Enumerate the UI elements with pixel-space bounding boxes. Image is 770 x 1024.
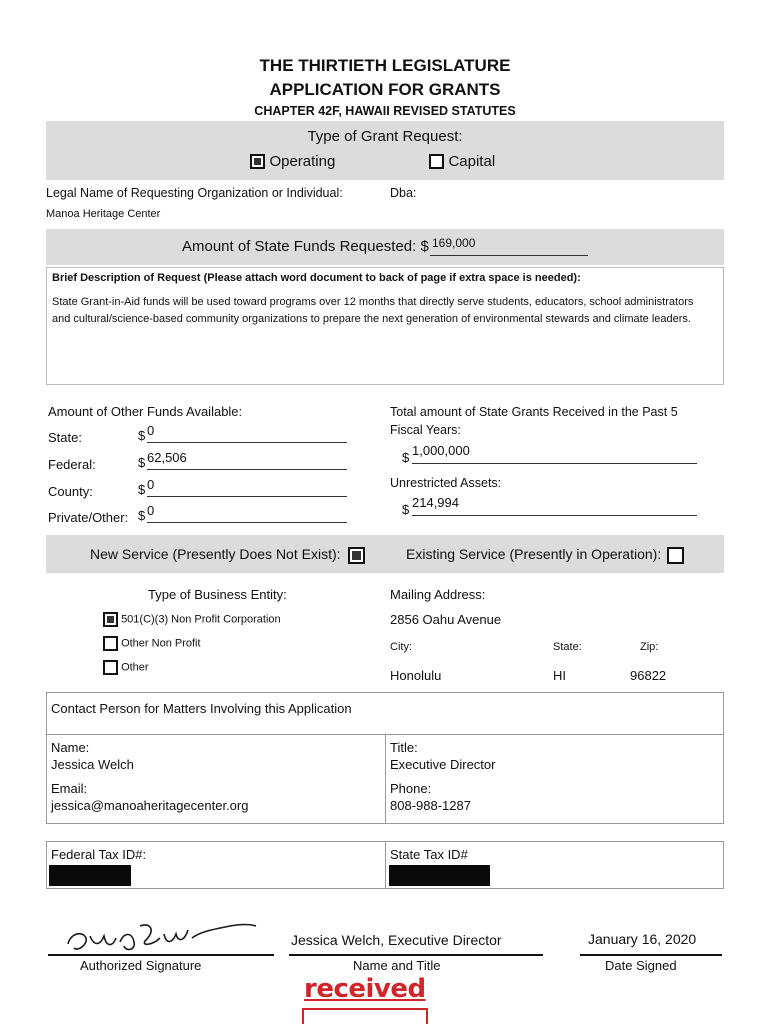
description-label: Brief Description of Request (Please attach word document to back of page if extra space is needed): [52, 272, 581, 284]
state-grants-label-1: Total amount of State Grants Received in the Past 5 [390, 405, 678, 419]
legal-name-label: Legal Name of Requesting Organization or Individual: [46, 186, 343, 200]
entity-other-nonprofit-checkbox[interactable] [103, 636, 118, 651]
mailing-address-label: Mailing Address: [390, 587, 486, 602]
operating-label: Operating [269, 153, 336, 170]
operating-option[interactable] [250, 153, 335, 171]
entity-other-label: Other [121, 661, 149, 674]
mailing-street: 2856 Oahu Avenue [390, 612, 502, 627]
other-funds-label: Amount of Other Funds Available: [48, 404, 243, 419]
date-signed-label: Date Signed [605, 958, 677, 973]
county-funds-currency: $ [138, 482, 146, 497]
handwritten-signature [60, 912, 260, 960]
operating-checkbox[interactable] [250, 154, 265, 169]
existing-service-checkbox[interactable] [667, 547, 684, 564]
contact-email-label: Email: [51, 781, 88, 796]
private-funds-currency: $ [138, 508, 146, 523]
date-signed-line [580, 954, 722, 956]
mailing-state: HI [553, 668, 566, 683]
entity-option-other-nonprofit[interactable] [103, 636, 201, 651]
contact-title-label: Title: [390, 740, 418, 755]
tax-id-divider [385, 841, 386, 889]
unrestricted-assets-value: 214,994 [412, 495, 459, 510]
description-text: State Grant-in-Aid funds will be used toward programs over 12 months that directly serve students, educators, school administrators and cultural/science-based community organizations to prepare the next generation of environmental stewards and climate leaders. [52, 296, 694, 325]
city-label: City: [390, 641, 412, 653]
federal-tax-id-redacted [49, 865, 131, 886]
mailing-zip: 96822 [630, 668, 667, 683]
zip-label: Zip: [640, 641, 659, 653]
business-entity-label: Type of Business Entity: [148, 587, 287, 602]
contact-phone-label: Phone: [390, 781, 432, 796]
contact-column-divider [385, 734, 386, 824]
county-funds-label: County: [48, 484, 93, 499]
grant-type-label: Type of Grant Request: [307, 128, 463, 145]
legal-name-value: Manoa Heritage Center [46, 208, 161, 220]
entity-option-501c3[interactable] [103, 612, 281, 627]
private-funds-field[interactable] [147, 504, 347, 523]
existing-service-label: Existing Service (Presently in Operation): [406, 546, 662, 562]
capital-label: Capital [448, 153, 496, 170]
state-tax-id-redacted [389, 865, 490, 886]
capital-option[interactable] [429, 153, 495, 171]
form-subtitle-chapter: CHAPTER 42F, HAWAII REVISED STATUTES [254, 104, 516, 118]
federal-funds-field[interactable] [147, 451, 347, 470]
entity-other-nonprofit-label: Other Non Profit [121, 637, 201, 650]
entity-501c3-label: 501(C)(3) Non Profit Corporation [121, 613, 281, 626]
private-funds-label: Private/Other: [48, 510, 129, 525]
received-stamp-frame [302, 1008, 428, 1024]
funds-requested-label: Amount of State Funds Requested: $ [182, 238, 429, 255]
contact-name-value: Jessica Welch [51, 757, 134, 772]
county-funds-value: 0 [147, 477, 155, 492]
contact-title-value: Executive Director [390, 757, 496, 772]
state-funds-currency: $ [138, 428, 146, 443]
mailing-city: Honolulu [390, 668, 442, 683]
unrestricted-assets-label: Unrestricted Assets: [390, 476, 502, 490]
federal-tax-id-label: Federal Tax ID#: [51, 847, 147, 862]
funds-requested-value: 169,000 [432, 236, 476, 250]
entity-option-other[interactable] [103, 660, 149, 675]
entity-other-checkbox[interactable] [103, 660, 118, 675]
signature-label: Authorized Signature [80, 958, 202, 973]
state-funds-label: State: [48, 430, 82, 445]
state-grants-currency: $ [402, 450, 410, 465]
assets-currency: $ [402, 502, 410, 517]
state-funds-value: 0 [147, 423, 155, 438]
contact-phone-value: 808-988-1287 [390, 798, 471, 813]
federal-funds-label: Federal: [48, 457, 96, 472]
county-funds-field[interactable] [147, 478, 347, 497]
new-service-label: New Service (Presently Does Not Exist): [90, 546, 341, 562]
received-stamp: received [304, 974, 426, 1004]
contact-heading: Contact Person for Matters Involving this Application [51, 701, 352, 716]
state-funds-field[interactable] [147, 424, 347, 443]
existing-service-option[interactable] [406, 546, 684, 564]
dba-label: Dba: [390, 186, 417, 200]
printed-name-title: Jessica Welch, Executive Director [291, 932, 502, 948]
federal-funds-value: 62,506 [147, 450, 187, 465]
state-grants-value: 1,000,000 [412, 443, 470, 458]
state-label: State: [553, 641, 582, 653]
capital-checkbox[interactable] [429, 154, 444, 169]
state-grants-field[interactable] [412, 444, 697, 464]
funds-requested-line [430, 236, 588, 256]
signature-line [48, 954, 274, 956]
date-signed-value: January 16, 2020 [588, 931, 697, 947]
name-title-label: Name and Title [353, 958, 441, 973]
federal-funds-currency: $ [138, 455, 146, 470]
form-title-application: APPLICATION FOR GRANTS [269, 80, 501, 99]
name-title-line [289, 954, 543, 956]
contact-name-label: Name: [51, 740, 90, 755]
state-grants-label-2: Fiscal Years: [390, 423, 461, 437]
unrestricted-assets-field[interactable] [412, 496, 697, 516]
new-service-checkbox[interactable] [348, 547, 365, 564]
entity-501c3-checkbox[interactable] [103, 612, 118, 627]
new-service-option[interactable] [90, 546, 365, 564]
state-tax-id-label: State Tax ID# [390, 847, 468, 862]
form-title-legislature: THE THIRTIETH LEGISLATURE [259, 56, 511, 75]
contact-email-value: jessica@manoaheritagecenter.org [51, 798, 249, 813]
private-funds-value: 0 [147, 503, 155, 518]
